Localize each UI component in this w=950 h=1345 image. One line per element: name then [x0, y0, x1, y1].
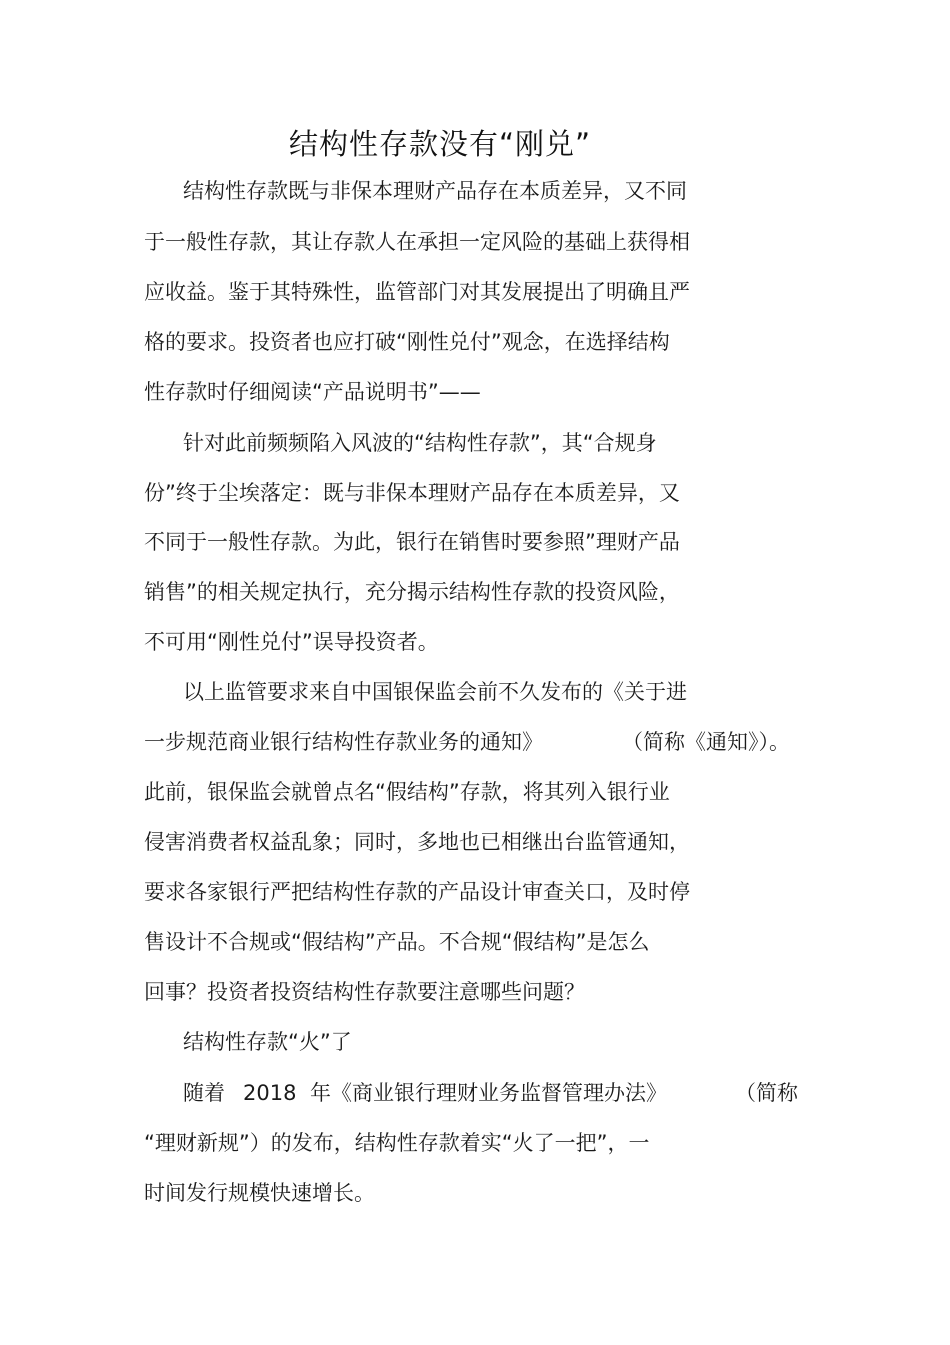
- paragraph-1-line-5: 性存款时仔细阅读“产品说明书”——: [144, 380, 481, 404]
- paragraph-4-line-1a: 随着: [183, 1081, 225, 1105]
- paragraph-4-line-2: “理财新规”）的发布，结构性存款着实“火了一把”，一: [144, 1131, 650, 1155]
- paragraph-4-line-1b: 2018: [243, 1081, 297, 1105]
- paragraph-4-line-1d: （简称: [735, 1081, 798, 1105]
- paragraph-3-line-2b: （简称《通知》）。: [622, 730, 790, 754]
- paragraph-3-line-6: 售设计不合规或“假结构”产品。不合规“假结构”是怎么: [144, 930, 650, 954]
- paragraph-3-line-7: 回事？投资者投资结构性存款要注意哪些问题？: [144, 980, 585, 1004]
- paragraph-2-line-5: 不可用“刚性兑付”误导投资者。: [144, 630, 439, 654]
- paragraph-1-line-4: 格的要求。投资者也应打破“刚性兑付”观念，在选择结构: [144, 330, 670, 354]
- paragraph-3-line-1: 以上监管要求来自中国银保监会前不久发布的《关于进: [183, 680, 687, 704]
- paragraph-1-line-3: 应收益。鉴于其特殊性，监管部门对其发展提出了明确且严: [144, 280, 690, 304]
- paragraph-4-line-1c: 年《商业银行理财业务监督管理办法》: [310, 1081, 667, 1105]
- section-heading: 结构性存款“火”了: [183, 1030, 352, 1054]
- document-title: 结构性存款没有“刚兑”: [288, 127, 592, 161]
- paragraph-2-line-4: 销售”的相关规定执行，充分揭示结构性存款的投资风险，: [144, 580, 680, 604]
- paragraph-2-line-1: 针对此前频频陷入风波的“结构性存款”，其“合规身: [183, 431, 657, 455]
- paragraph-4-line-3: 时间发行规模快速增长。: [144, 1181, 375, 1205]
- paragraph-3-line-3: 此前，银保监会就曾点名“假结构”存款，将其列入银行业: [144, 780, 670, 804]
- paragraph-3-line-2a: 一步规范商业银行结构性存款业务的通知》: [144, 730, 543, 754]
- paragraph-1-line-2: 于一般性存款，其让存款人在承担一定风险的基础上获得相: [144, 230, 690, 254]
- paragraph-2-line-2: 份”终于尘埃落定：既与非保本理财产品存在本质差异，又: [144, 481, 680, 505]
- paragraph-2-line-3: 不同于一般性存款。为此，银行在销售时要参照”理财产品: [144, 530, 680, 554]
- paragraph-3-line-4: 侵害消费者权益乱象；同时，多地也已相继出台监管通知，: [144, 830, 690, 854]
- paragraph-1-line-1: 结构性存款既与非保本理财产品存在本质差异，又不同: [183, 179, 687, 203]
- paragraph-3-line-5: 要求各家银行严把结构性存款的产品设计审查关口，及时停: [144, 880, 690, 904]
